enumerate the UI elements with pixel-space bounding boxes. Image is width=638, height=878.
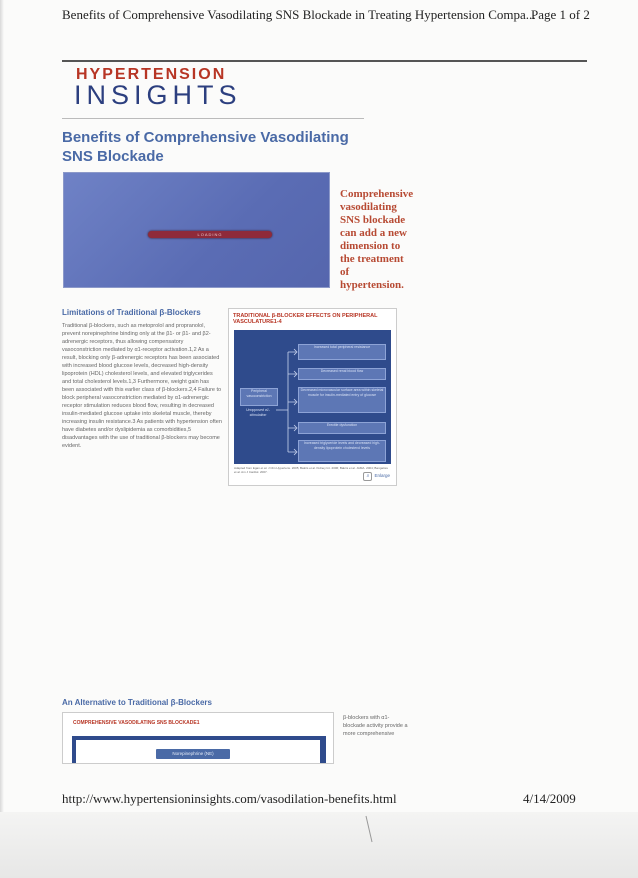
enlarge-label: Enlarge xyxy=(374,473,390,478)
section-body-alternative: β-blockers with α1-blockade activity provide a more comprehensive xyxy=(343,715,408,737)
effect-box: Increased triglyceride levels and decreased high-density lipoprotein cholesterol levels xyxy=(298,440,386,462)
print-footer-date: 4/14/2009 xyxy=(523,791,576,806)
scan-bottom-band xyxy=(0,812,638,878)
figure-caption: Adapted from Egan et al. J Clin Hypertens. 2005; Bakris et al. Kidney Int. 2006; Bakris et al. JAMA. 2004; Bangalore et al. Am J Cardiol. 2007. xyxy=(234,466,389,474)
figure-traditional-beta-blocker xyxy=(228,308,397,486)
header-rule xyxy=(62,60,587,62)
effect-box: Erectile dysfunction xyxy=(298,422,386,434)
scan-artifact-line xyxy=(0,812,638,878)
magnifier-icon: ⌕ xyxy=(363,472,372,481)
effect-box: Decreased microvascular surface area within skeletal muscle for insulin-mediated entry of glucose xyxy=(298,387,386,413)
figure-panel xyxy=(72,736,326,764)
figure-comprehensive-blockade xyxy=(62,712,334,764)
figure-inner xyxy=(76,740,320,764)
print-header-title: Benefits of Comprehensive Vasodilating SNS Blockade in Treating Hypertension Compa... xyxy=(62,7,536,22)
effect-box: Increased total peripheral resistance xyxy=(298,344,386,360)
video-player[interactable] xyxy=(63,172,330,288)
title-rule xyxy=(62,118,364,119)
logo-hypertension[interactable]: HYPERTENSION xyxy=(76,66,227,83)
section-heading-alternative: An Alternative to Traditional β-Blockers xyxy=(62,698,212,707)
logo-insights[interactable]: INSIGHTS xyxy=(74,80,242,110)
effect-box: Decreased renal blood flow xyxy=(298,368,386,380)
peripheral-vasoconstriction-box: Peripheral vasoconstriction xyxy=(240,388,278,406)
enlarge-button[interactable] xyxy=(363,472,390,481)
figure-panel xyxy=(234,330,391,464)
unopposed-stimulation-label: Unopposed α1-stimulation xyxy=(246,408,270,417)
norepinephrine-node: Norepinephrine (NE) xyxy=(156,749,230,759)
pull-quote: Comprehensive vasodilating SNS blockade can add a new dimension to the treatment of hypertension. xyxy=(340,188,414,291)
scan-edge-shadow xyxy=(0,0,4,878)
print-footer-url[interactable]: http://www.hypertensioninsights.com/vasodilation-benefits.html xyxy=(62,791,397,806)
print-header-page: Page 1 of 2 xyxy=(531,7,590,22)
section-body-limitations: Traditional β-blockers, such as metoprolol and propranolol, prevent norepinephrine binding only at the β1- or β1- and β2-adrenergic receptors, thus allowing compensatory vasoconstriction mediated by α1-receptor activation.1,2 As a result, blocking only β-adrenergic receptors has been associated with increased blood glucose levels, decreased high-density lipoprotein (HDL) cholesterol levels, and elevated triglycerides and total cholesterol levels.1,3 Furthermore, weight gain has been associated with this earlier class of β-blockers.2,4 Failure to block peripheral vasoconstriction mediated by α1-adrenergic receptor stimulation reduces blood flow, resulting in decreased insulin-mediated glucose uptake into skeletal muscle, thereby increasing insulin resistance.3 As patients with hypertension often have diabetes and/or dyslipidemia as comorbidities,5 disadvantages with the use of traditional β-blockers may become evident. xyxy=(62,323,222,449)
article-title: Benefits of Comprehensive Vasodilating SNS Blockade xyxy=(62,129,349,165)
loading-bar xyxy=(148,231,272,238)
section-heading-limitations: Limitations of Traditional β-Blockers xyxy=(62,308,201,317)
figure-title: COMPREHENSIVE VASODILATING SNS BLOCKADE1 xyxy=(73,720,200,726)
loading-label: LOADING xyxy=(197,232,223,237)
figure-title: TRADITIONAL β-BLOCKER EFFECTS ON PERIPHERAL VASCULATURE1-4 xyxy=(233,313,378,325)
